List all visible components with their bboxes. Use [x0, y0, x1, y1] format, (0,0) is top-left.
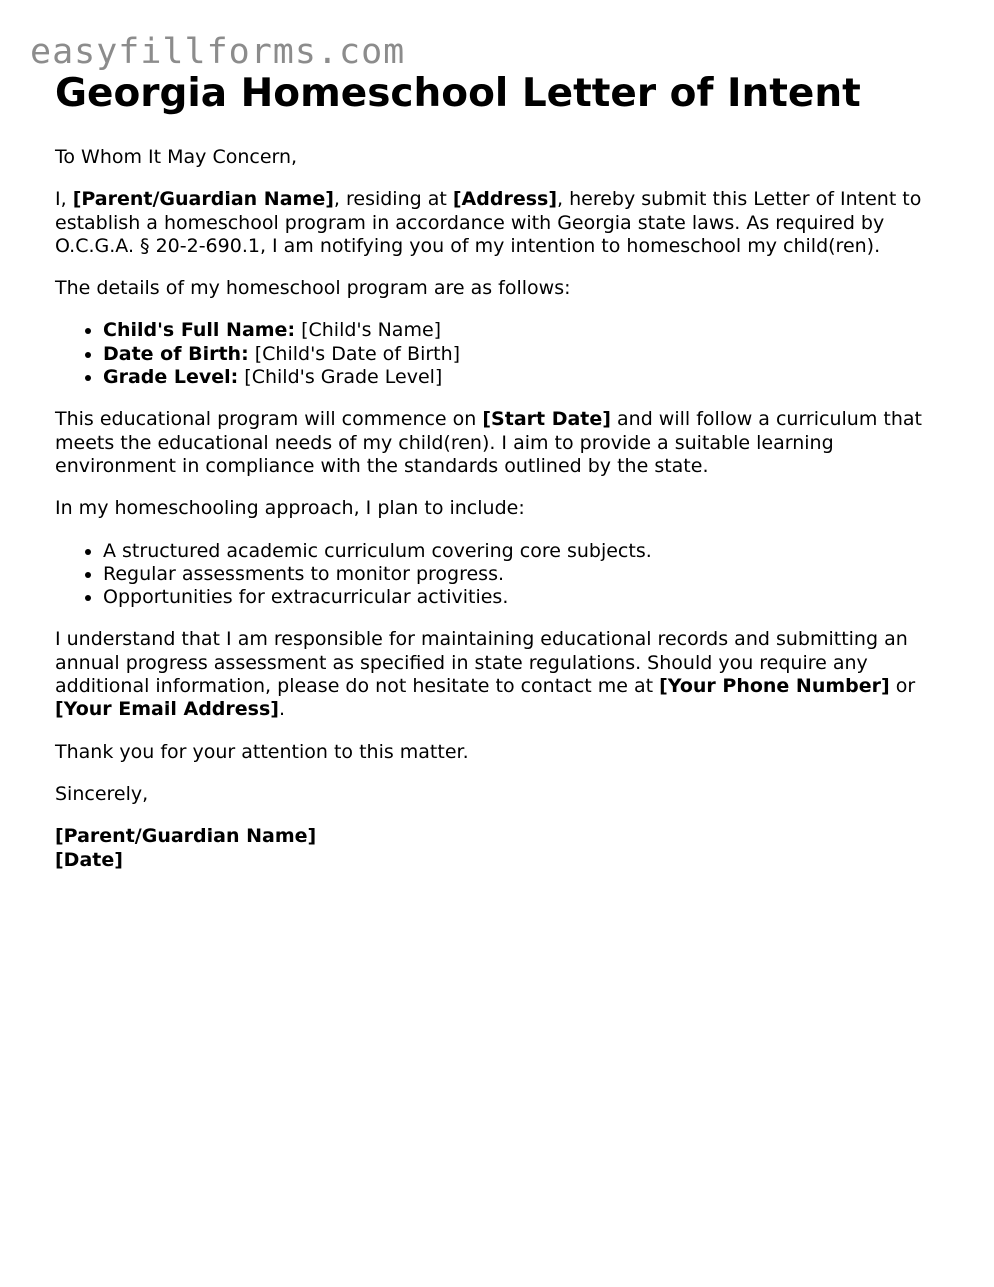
detail-value: [Child's Date of Birth]: [248, 342, 461, 365]
intro-text-2: , residing at: [333, 188, 453, 211]
detail-label: Date of Birth:: [103, 342, 249, 365]
approach-list: [55, 540, 955, 610]
list-item: • Opportunities for extracurricular activities.: [103, 586, 955, 609]
signature-date-placeholder: [Date]: [55, 848, 123, 871]
intro-text-3: , hereby submit this Letter of Intent to establish a homeschool program in accordance with Georgia state laws. As required by O.C.G.A. § 20-2-690.1, I am notifying you of my intention to homeschool my child(ren).: [55, 188, 922, 257]
parent-name-placeholder: [Parent/Guardian Name]: [72, 188, 334, 211]
list-item: [103, 366, 955, 389]
salutation: To Whom It May Concern,: [55, 146, 298, 168]
page-title: Georgia Homeschool Letter of Intent: [55, 71, 861, 116]
list-item: • Regular assessments to monitor progress.: [103, 563, 955, 586]
signature-block: [55, 825, 955, 872]
start-date-placeholder: [Start Date]: [482, 408, 611, 431]
signature-name-placeholder: [Parent/Guardian Name]: [55, 825, 317, 848]
intro-text-1: I,: [55, 188, 73, 211]
list-item: • A structured academic curriculum covering core subjects.: [103, 540, 955, 563]
address-placeholder: [Address]: [452, 188, 558, 211]
detail-label: Child's Full Name:: [103, 319, 296, 342]
list-item: [103, 319, 955, 342]
details-list: [55, 319, 955, 389]
records-text-2: or: [889, 675, 916, 698]
approach-intro: In my homeschooling approach, I plan to include:: [55, 497, 525, 520]
details-intro: The details of my homeschool program are as follows:: [55, 277, 571, 300]
detail-label: Grade Level:: [103, 366, 239, 389]
letter-page: [55, 68, 955, 872]
watermark-logo: easyfillforms.com: [30, 32, 406, 72]
records-text-3: .: [278, 698, 286, 721]
detail-value: [Child's Grade Level]: [238, 366, 443, 389]
records-paragraph: [55, 628, 955, 721]
program-text-2: and will follow a curriculum that meets the educational needs of my child(ren). I aim to provide a suitable learning environment in compliance with the standards outlined by the state.: [55, 408, 922, 477]
records-text-1: I understand that I am responsible for maintaining educational records and submitting an annual progress assessment as specified in state regulations. Should you require any additional information, please do not hesitate to contact me at: [55, 628, 908, 698]
detail-value: [Child's Name]: [295, 319, 442, 342]
email-placeholder: [Your Email Address]: [55, 698, 279, 721]
closing-line: Sincerely,: [55, 782, 149, 805]
intro-paragraph: [55, 188, 955, 258]
program-paragraph: [55, 408, 955, 478]
thanks-line: Thank you for your attention to this matter.: [55, 740, 469, 763]
phone-placeholder: [Your Phone Number]: [659, 675, 890, 698]
list-item: [103, 343, 955, 366]
program-text-1: This educational program will commence on: [55, 408, 483, 431]
